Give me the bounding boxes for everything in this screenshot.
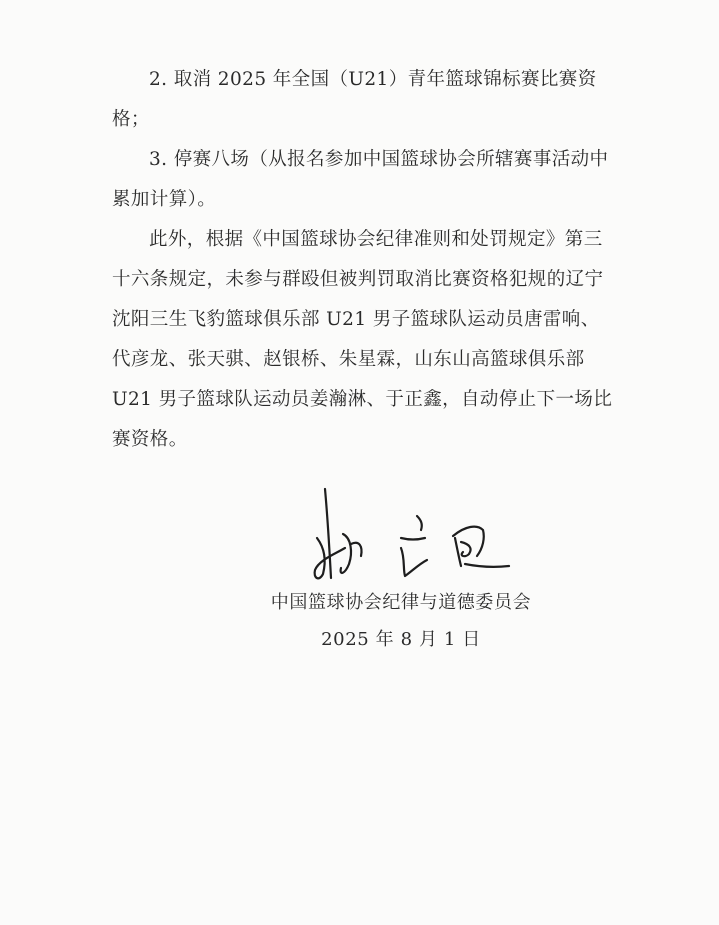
issuer-name: 中国篮球协会纪律与道德委员会: [270, 592, 532, 613]
document-body: [112, 60, 616, 460]
handwritten-signature: [305, 486, 515, 586]
issue-date: 2025 年 8 月 1 日: [321, 629, 481, 650]
paragraph-item-2: 2. 取消 2025 年全国（U21）青年篮球锦标赛比赛资格；: [112, 69, 597, 130]
paragraph-item-3: 3. 停赛八场（从报名参加中国篮球协会所辖赛事活动中累加计算）。: [112, 149, 609, 210]
paragraph-supplement: 此外，根据《中国篮球协会纪律准则和处罚规定》第三十六条规定，未参与群殴但被判罚取消比赛资格犯规的辽宁沈阳三生飞豹篮球俱乐部 U21 男子篮球队运动员唐雷响、代彦龙、张天骐、赵银桥、朱星霖，山东山高篮球俱乐部 U21 男子篮球队运动员姜瀚淋、于正鑫，自动停止下一场比赛资格。: [112, 229, 613, 450]
